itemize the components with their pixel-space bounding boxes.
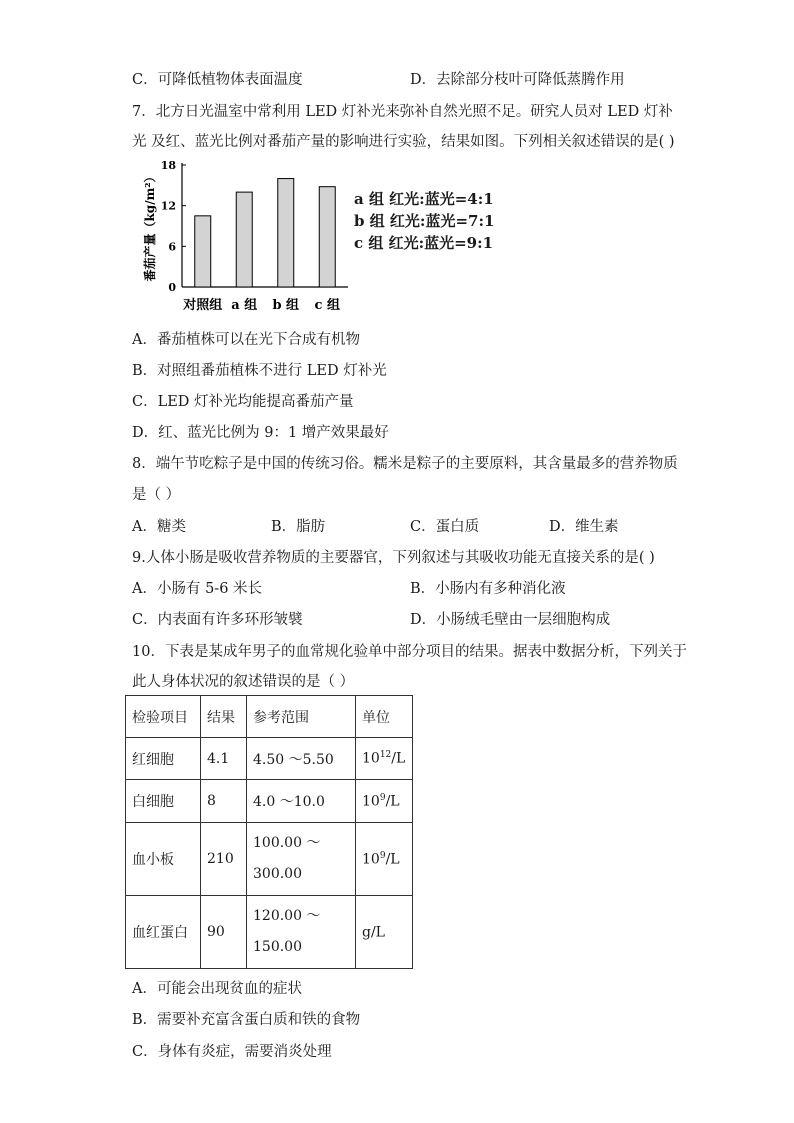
q8-option-c: C．蛋白质 (410, 519, 480, 535)
x-tick-label: a 组 (231, 298, 258, 313)
q9-stem: 9.人体小肠是吸收营养物质的主要器官，下列叙述与其吸收功能无直接关系的是( ) (132, 550, 655, 566)
q9-option-a: A．小肠有 5-6 米长 (132, 581, 263, 597)
table-row (126, 738, 413, 780)
row-item: 白细胞 (126, 780, 201, 823)
header-unit: 单位 (356, 696, 413, 738)
q8-stem-line1: 8．端午节吃粽子是中国的传统习俗。糯米是粽子的主要原料，其含量最多的营养物质 (132, 456, 678, 472)
table-row (126, 823, 413, 896)
row-unit: $10^9/L$ (356, 823, 413, 896)
q10-option-a: A．可能会出现贫血的症状 (132, 981, 302, 997)
row-unit: $10^9/L$ (356, 780, 413, 823)
q8-option-d: D．维生素 (549, 519, 619, 535)
legend-b: b 组 红光:蓝光=7:1 (354, 212, 495, 230)
row-result: 8 (201, 780, 247, 823)
q9-option-b: B．小肠内有多种消化液 (410, 581, 566, 597)
header-item: 检验项目 (126, 696, 201, 738)
row-unit: $10^{12}/L$ (356, 738, 413, 780)
row-result: 210 (201, 823, 247, 896)
bar (278, 179, 294, 287)
y-tick-label: 6 (168, 240, 176, 254)
q6-option-c: C．可降低植物体表面温度 (132, 72, 303, 88)
header-range: 参考范围 (247, 696, 356, 738)
q7-stem-line1: 7．北方日光温室中常利用 LED 灯补光来弥补自然光照不足。研究人员对 LED 灯补 (132, 104, 673, 120)
y-tick-label: 0 (168, 281, 176, 294)
q7-option-b: B．对照组番茄植株不进行 LED 灯补光 (132, 363, 387, 379)
q8-option-a: A．糖类 (132, 519, 186, 535)
yield-bar-chart (138, 155, 368, 317)
x-tick-label: b 组 (272, 298, 300, 313)
row-result: 4.1 (201, 738, 247, 780)
table-row (126, 780, 413, 823)
bar (195, 216, 211, 287)
row-item: 红细胞 (126, 738, 201, 780)
q8-stem-line2: 是（ ） (132, 487, 181, 503)
row-result: 90 (201, 896, 247, 969)
legend-c: c 组 红光:蓝光=9:1 (354, 234, 494, 252)
x-tick-label: 对照组 (183, 298, 223, 313)
row-unit: g/L (356, 896, 413, 969)
table-row (126, 896, 413, 969)
q7-option-a: A．番茄植株可以在光下合成有机物 (132, 332, 360, 348)
blood-test-table (125, 695, 413, 969)
q10-stem-line1: 10．下表是某成年男子的血常规化验单中部分项目的结果。据表中数据分析，下列关于 (132, 644, 687, 660)
q10-option-b: B．需要补充富含蛋白质和铁的食物 (132, 1012, 361, 1028)
header-result: 结果 (201, 696, 247, 738)
q8-option-b: B．脂肪 (271, 519, 326, 535)
q6-option-d: D．去除部分枝叶可降低蒸腾作用 (410, 72, 625, 88)
q10-stem-line2: 此人身体状况的叙述错误的是（ ） (132, 674, 355, 690)
row-range: 4.0 ～10.0 (247, 780, 356, 823)
q7-option-c: C．LED 灯补光均能提高番茄产量 (132, 394, 354, 410)
y-axis-label: 番茄产量（kg/m²） (143, 170, 157, 282)
row-range: 100.00 ～ 300.00 (247, 823, 356, 896)
row-range: 120.00 ～ 150.00 (247, 896, 356, 969)
row-item: 血小板 (126, 823, 201, 896)
table-header-row (126, 696, 413, 738)
y-tick-label: 12 (160, 199, 176, 213)
legend-a: a 组 红光:蓝光=4:1 (354, 190, 494, 208)
q7-stem-line2: 光 及红、蓝光比例对番茄产量的影响进行实验，结果如图。下列相关叙述错误的是( ) (132, 134, 675, 150)
q7-option-d: D．红、蓝光比例为 9：1 增产效果最好 (132, 425, 389, 441)
y-tick-label: 18 (160, 159, 176, 172)
bar (319, 187, 335, 287)
x-tick-label: c 组 (314, 298, 340, 313)
q10-option-c: C．身体有炎症，需要消炎处理 (132, 1044, 332, 1060)
q9-option-d: D．小肠绒毛壁由一层细胞构成 (410, 612, 611, 628)
row-item: 血红蛋白 (126, 896, 201, 969)
row-range: 4.50 ～5.50 (247, 738, 356, 780)
bar (236, 192, 252, 287)
q9-option-c: C．内表面有许多环形皱襞 (132, 612, 303, 628)
